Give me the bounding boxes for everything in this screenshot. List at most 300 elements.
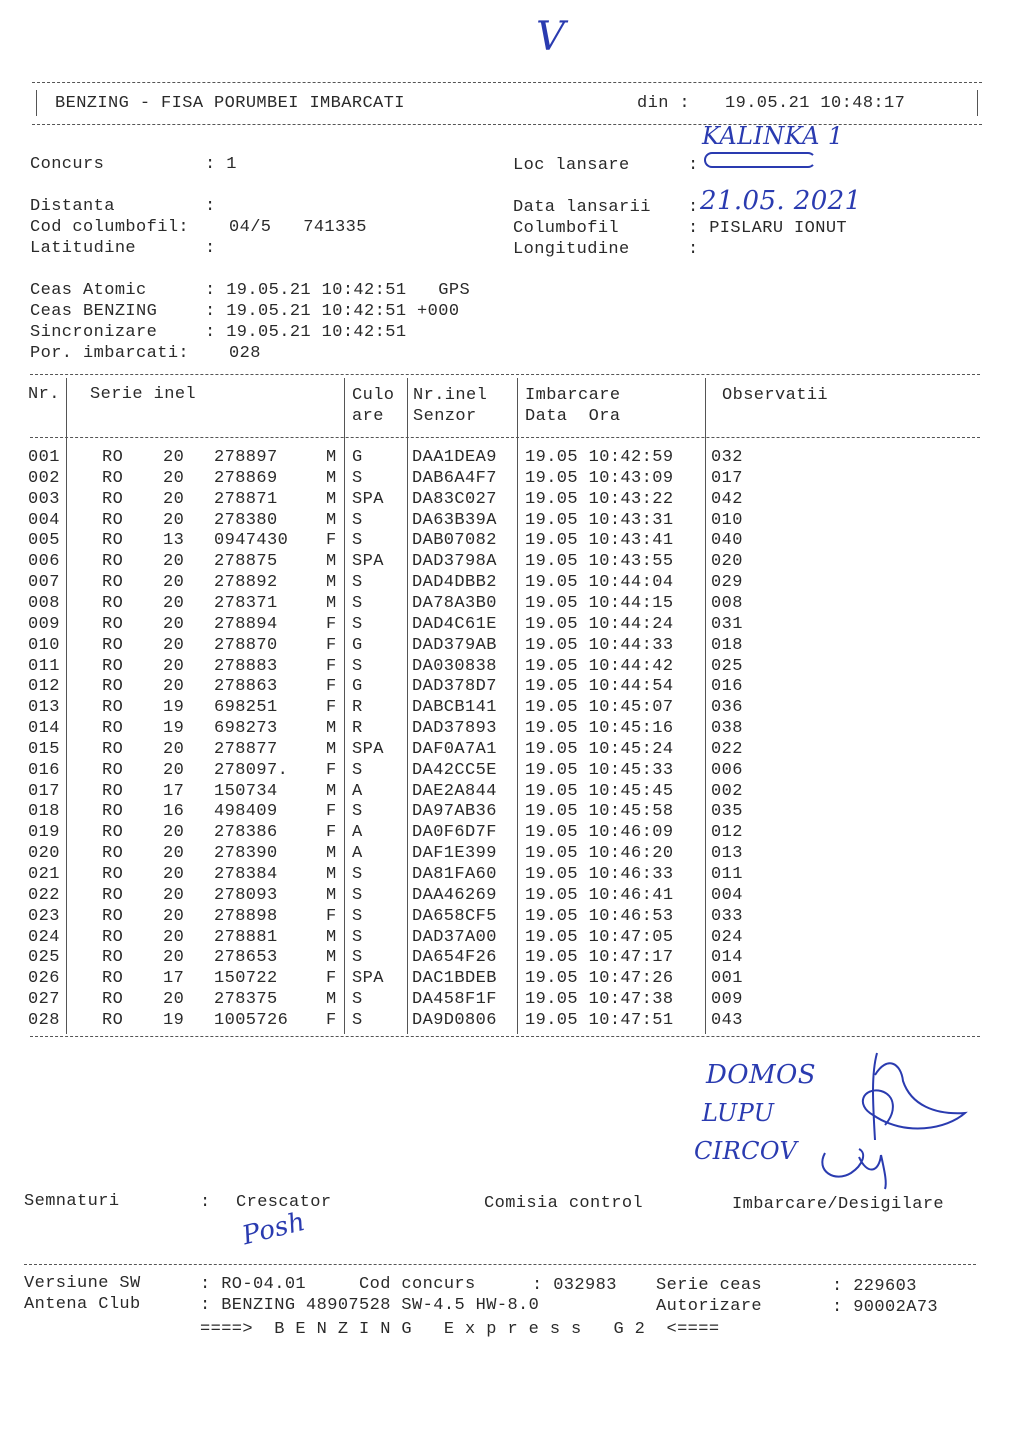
table-header-top-rule xyxy=(30,374,980,375)
ring-number: 278863 xyxy=(214,677,278,697)
sex: F xyxy=(326,802,337,822)
columbofil-value: : PISLARU IONUT xyxy=(688,219,848,238)
sex: M xyxy=(326,448,337,467)
ring-number: 278875 xyxy=(214,552,278,572)
cod-columbofil-value: 04/5 741335 xyxy=(229,218,367,237)
observation: 012 xyxy=(711,823,743,843)
ring-year: 20 xyxy=(163,844,185,864)
ring-number: 278870 xyxy=(214,635,278,655)
ring-number: 278653 xyxy=(214,948,278,968)
sensor-ring: DAD379AB xyxy=(412,635,497,655)
ring-number: 278869 xyxy=(214,468,278,488)
observation: 031 xyxy=(711,614,743,634)
observation: 006 xyxy=(711,760,743,780)
sex: M xyxy=(326,489,337,509)
observation: 024 xyxy=(711,927,743,947)
observation: 040 xyxy=(711,531,743,551)
row-number: 003 xyxy=(28,489,60,509)
document-title: BENZING - FISA PORUMBEI IMBARCATI xyxy=(55,94,405,113)
cod-concurs-label: Cod concurs xyxy=(359,1275,476,1294)
table-row xyxy=(0,552,1024,573)
embark-datetime: 19.05 10:47:17 xyxy=(525,948,674,968)
ring-number: 498409 xyxy=(214,802,278,822)
sensor-ring: DAD37A00 xyxy=(412,927,497,947)
row-number: 006 xyxy=(28,552,60,572)
crescator-handwritten-signature: Posh xyxy=(239,1206,309,1252)
row-number: 016 xyxy=(28,760,60,780)
ring-number: 278386 xyxy=(214,823,278,843)
ring-year: 20 xyxy=(163,739,185,759)
table-row xyxy=(0,865,1024,886)
sensor-ring: DAC1BDEB xyxy=(412,969,497,989)
sex: M xyxy=(326,510,337,530)
ring-year: 20 xyxy=(163,510,185,530)
signature-scribble-icon xyxy=(815,1045,985,1190)
table-row xyxy=(0,948,1024,969)
col-header-culoare-1: Culo xyxy=(352,386,395,405)
sensor-ring: DA658CF5 xyxy=(412,906,497,926)
ring-country: RO xyxy=(102,573,124,593)
color: S xyxy=(352,656,363,676)
sensor-ring: DAD3798A xyxy=(412,552,497,572)
table-row xyxy=(0,698,1024,719)
concurs-value: : 1 xyxy=(205,155,237,174)
embark-datetime: 19.05 10:47:26 xyxy=(525,969,674,989)
observation: 043 xyxy=(711,1010,743,1030)
ring-number: 278097. xyxy=(214,760,289,780)
sensor-ring: DA0F6D7F xyxy=(412,823,497,843)
ring-number: 278871 xyxy=(214,489,278,509)
color: A xyxy=(352,844,363,864)
col-header-nr-inel-1: Nr.inel xyxy=(413,386,488,405)
sex: F xyxy=(326,1010,337,1030)
color: G xyxy=(352,635,363,655)
ring-year: 19 xyxy=(163,698,185,718)
row-number: 017 xyxy=(28,781,60,801)
ring-country: RO xyxy=(102,739,124,759)
observation: 002 xyxy=(711,781,743,801)
ring-country: RO xyxy=(102,531,124,551)
color: S xyxy=(352,468,363,488)
table-row xyxy=(0,448,1024,469)
sensor-ring: DA63B39A xyxy=(412,510,497,530)
cod-columbofil-label: Cod columbofil: xyxy=(30,218,190,237)
loc-lansare-scribble xyxy=(704,152,816,168)
ring-country: RO xyxy=(102,656,124,676)
sex: F xyxy=(326,823,337,843)
antena-club-value: : BENZING 48907528 SW-4.5 HW-8.0 xyxy=(200,1296,540,1315)
observation: 018 xyxy=(711,635,743,655)
ring-country: RO xyxy=(102,448,124,467)
row-number: 014 xyxy=(28,719,60,739)
crescator-label: Crescator xyxy=(236,1193,332,1212)
ring-year: 19 xyxy=(163,1010,185,1030)
sex: M xyxy=(326,885,337,905)
color: S xyxy=(352,927,363,947)
distanta-value: : xyxy=(205,197,216,216)
sensor-ring: DA81FA60 xyxy=(412,865,497,884)
header-right-border xyxy=(977,90,978,116)
sensor-ring: DABCB141 xyxy=(412,698,497,718)
embark-datetime: 19.05 10:43:09 xyxy=(525,468,674,488)
ring-number: 278894 xyxy=(214,614,278,634)
sensor-ring: DAD4C61E xyxy=(412,614,497,634)
ring-year: 20 xyxy=(163,593,185,613)
observation: 029 xyxy=(711,573,743,593)
sex: F xyxy=(326,969,337,989)
ring-country: RO xyxy=(102,906,124,926)
embark-datetime: 19.05 10:43:22 xyxy=(525,489,674,509)
ring-year: 20 xyxy=(163,927,185,947)
observation: 022 xyxy=(711,739,743,759)
table-row xyxy=(0,990,1024,1011)
sex: M xyxy=(326,593,337,613)
benzing-express-banner: ====> B E N Z I N G E x p r e s s G 2 <==== xyxy=(200,1320,720,1339)
row-number: 012 xyxy=(28,677,60,697)
row-number: 015 xyxy=(28,739,60,759)
sex: F xyxy=(326,906,337,926)
cod-concurs-value: : 032983 xyxy=(532,1276,617,1295)
sex: M xyxy=(326,573,337,593)
color: S xyxy=(352,906,363,926)
ring-year: 20 xyxy=(163,677,185,697)
header-date-value: 19.05.21 10:48:17 xyxy=(725,94,906,113)
ring-year: 17 xyxy=(163,781,185,801)
ring-year: 20 xyxy=(163,823,185,843)
color: S xyxy=(352,865,363,884)
col-header-imbarcare-1: Imbarcare xyxy=(525,386,621,405)
sex: M xyxy=(326,990,337,1010)
ring-year: 17 xyxy=(163,969,185,989)
table-row xyxy=(0,636,1024,657)
embark-datetime: 19.05 10:45:16 xyxy=(525,719,674,739)
color: S xyxy=(352,573,363,593)
row-number: 010 xyxy=(28,635,60,655)
handwritten-name-3: CIRCOV xyxy=(694,1137,798,1165)
color: A xyxy=(352,823,363,843)
ring-country: RO xyxy=(102,781,124,801)
ceas-benzing-label: Ceas BENZING xyxy=(30,302,158,321)
por-imbarcati-value: 028 xyxy=(229,344,261,363)
versiune-sw-label: Versiune SW xyxy=(24,1274,141,1293)
sincronizare-value: : 19.05.21 10:42:51 xyxy=(205,323,407,342)
ring-country: RO xyxy=(102,927,124,947)
sensor-ring: DAB07082 xyxy=(412,531,497,551)
latitudine-value: : xyxy=(205,239,216,258)
ring-number: 278897 xyxy=(214,448,278,467)
row-number: 019 xyxy=(28,823,60,843)
table-row xyxy=(0,490,1024,511)
row-number: 023 xyxy=(28,906,60,926)
ring-number: 278881 xyxy=(214,927,278,947)
ring-country: RO xyxy=(102,885,124,905)
ring-number: 278892 xyxy=(214,573,278,593)
handwritten-name-2: LUPU xyxy=(702,1099,775,1127)
color: SPA xyxy=(352,969,384,989)
ring-year: 16 xyxy=(163,802,185,822)
table-row xyxy=(0,844,1024,865)
ring-country: RO xyxy=(102,635,124,655)
sex: F xyxy=(326,760,337,780)
sensor-ring: DAD37893 xyxy=(412,719,497,739)
table-row xyxy=(0,823,1024,844)
table-row xyxy=(0,657,1024,678)
ring-country: RO xyxy=(102,948,124,968)
table-row xyxy=(0,594,1024,615)
ring-number: 278384 xyxy=(214,865,278,884)
sex: M xyxy=(326,468,337,488)
color: SPA xyxy=(352,739,384,759)
row-number: 011 xyxy=(28,656,60,676)
imbarcare-desigilare-label: Imbarcare/Desigilare xyxy=(732,1195,945,1214)
embark-datetime: 19.05 10:44:04 xyxy=(525,573,674,593)
embark-datetime: 19.05 10:46:20 xyxy=(525,844,674,864)
ring-country: RO xyxy=(102,865,124,884)
ring-country: RO xyxy=(102,489,124,509)
sensor-ring: DAD4DBB2 xyxy=(412,573,497,593)
embark-datetime: 19.05 10:42:59 xyxy=(525,448,674,467)
observation: 042 xyxy=(711,489,743,509)
semnaturi-sep: : xyxy=(200,1193,211,1212)
sex: M xyxy=(326,844,337,864)
embark-datetime: 19.05 10:45:45 xyxy=(525,781,674,801)
ring-country: RO xyxy=(102,823,124,843)
table-row xyxy=(0,928,1024,949)
color: G xyxy=(352,448,363,467)
ring-country: RO xyxy=(102,844,124,864)
embark-datetime: 19.05 10:46:41 xyxy=(525,885,674,905)
ring-number: 278093 xyxy=(214,885,278,905)
sensor-ring: DA9D0806 xyxy=(412,1010,497,1030)
row-number: 002 xyxy=(28,468,60,488)
comisia-control-label: Comisia control xyxy=(484,1194,644,1213)
ring-year: 20 xyxy=(163,948,185,968)
row-number: 009 xyxy=(28,614,60,634)
ring-year: 20 xyxy=(163,448,185,467)
table-row xyxy=(0,969,1024,990)
color: S xyxy=(352,948,363,968)
col-header-culoare-2: are xyxy=(352,407,384,426)
table-row xyxy=(0,615,1024,636)
loc-lansare-label: Loc lansare xyxy=(513,156,630,175)
table-row xyxy=(0,719,1024,740)
row-number: 020 xyxy=(28,844,60,864)
table-row xyxy=(0,573,1024,594)
data-lansarii-handwritten: 21.05. 2021 xyxy=(700,186,862,216)
handwritten-check-mark: V xyxy=(536,14,566,60)
embark-datetime: 19.05 10:47:38 xyxy=(525,990,674,1010)
embark-datetime: 19.05 10:44:24 xyxy=(525,614,674,634)
header-left-border xyxy=(36,90,37,116)
ring-country: RO xyxy=(102,614,124,634)
observation: 013 xyxy=(711,844,743,864)
sensor-ring: DA458F1F xyxy=(412,990,497,1010)
sensor-ring: DA030838 xyxy=(412,656,497,676)
embark-datetime: 19.05 10:44:54 xyxy=(525,677,674,697)
sex: M xyxy=(326,865,337,884)
color: S xyxy=(352,614,363,634)
ring-country: RO xyxy=(102,969,124,989)
embark-datetime: 19.05 10:45:24 xyxy=(525,739,674,759)
data-lansarii-label: Data lansarii xyxy=(513,198,651,217)
ring-country: RO xyxy=(102,990,124,1010)
ring-number: 1005726 xyxy=(214,1010,289,1030)
serie-ceas-label: Serie ceas xyxy=(656,1276,763,1295)
ceas-atomic-label: Ceas Atomic xyxy=(30,281,147,300)
color: S xyxy=(352,760,363,780)
ring-year: 20 xyxy=(163,635,185,655)
sensor-ring: DAF0A7A1 xyxy=(412,739,497,759)
ring-number: 278877 xyxy=(214,739,278,759)
ring-country: RO xyxy=(102,719,124,739)
color: S xyxy=(352,593,363,613)
semnaturi-label: Semnaturi xyxy=(24,1192,120,1211)
ring-year: 20 xyxy=(163,573,185,593)
handwritten-name-1: DOMOS xyxy=(706,1060,816,1090)
color: S xyxy=(352,510,363,530)
sensor-ring: DA97AB36 xyxy=(412,802,497,822)
row-number: 028 xyxy=(28,1010,60,1030)
col-header-imbarcare-2: Data Ora xyxy=(525,407,621,426)
concurs-label: Concurs xyxy=(30,155,105,174)
sensor-ring: DAA1DEA9 xyxy=(412,448,497,467)
embark-datetime: 19.05 10:44:15 xyxy=(525,593,674,613)
longitudine-label: Longitudine xyxy=(513,240,630,259)
autorizare-value: : 90002A73 xyxy=(832,1298,939,1317)
ring-number: 698251 xyxy=(214,698,278,718)
table-row xyxy=(0,511,1024,532)
ring-country: RO xyxy=(102,677,124,697)
row-number: 027 xyxy=(28,990,60,1010)
observation: 033 xyxy=(711,906,743,926)
ring-year: 13 xyxy=(163,531,185,551)
embark-datetime: 19.05 10:44:33 xyxy=(525,635,674,655)
ring-number: 278883 xyxy=(214,656,278,676)
row-number: 007 xyxy=(28,573,60,593)
header-date-label: din : xyxy=(637,94,691,113)
ring-number: 150722 xyxy=(214,969,278,989)
serie-ceas-value: : 229603 xyxy=(832,1277,917,1296)
observation: 032 xyxy=(711,448,743,467)
observation: 036 xyxy=(711,698,743,718)
longitudine-value: : xyxy=(688,240,699,259)
embark-datetime: 19.05 10:47:05 xyxy=(525,927,674,947)
sensor-ring: DA42CC5E xyxy=(412,760,497,780)
sex: F xyxy=(326,698,337,718)
ring-number: 278898 xyxy=(214,906,278,926)
ring-number: 0947430 xyxy=(214,531,289,551)
embark-datetime: 19.05 10:44:42 xyxy=(525,656,674,676)
color: S xyxy=(352,885,363,905)
embark-datetime: 19.05 10:46:53 xyxy=(525,906,674,926)
ring-year: 20 xyxy=(163,865,185,884)
table-header-bottom-rule xyxy=(30,437,980,438)
row-number: 013 xyxy=(28,698,60,718)
sex: M xyxy=(326,552,337,572)
ceas-atomic-value: : 19.05.21 10:42:51 GPS xyxy=(205,281,471,300)
color: S xyxy=(352,802,363,822)
ring-number: 278371 xyxy=(214,593,278,613)
table-row xyxy=(0,802,1024,823)
ring-year: 20 xyxy=(163,552,185,572)
row-number: 008 xyxy=(28,593,60,613)
color: S xyxy=(352,990,363,1010)
row-number: 005 xyxy=(28,531,60,551)
observation: 001 xyxy=(711,969,743,989)
col-header-nr: Nr. xyxy=(28,385,60,404)
sensor-ring: DAF1E399 xyxy=(412,844,497,864)
color: G xyxy=(352,677,363,697)
table-row xyxy=(0,677,1024,698)
embark-datetime: 19.05 10:47:51 xyxy=(525,1010,674,1030)
observation: 004 xyxy=(711,885,743,905)
ring-number: 278380 xyxy=(214,510,278,530)
sex: F xyxy=(326,531,337,551)
ring-year: 20 xyxy=(163,906,185,926)
color: R xyxy=(352,698,363,718)
row-number: 018 xyxy=(28,802,60,822)
ring-number: 698273 xyxy=(214,719,278,739)
color: S xyxy=(352,531,363,551)
table-row xyxy=(0,469,1024,490)
embark-datetime: 19.05 10:45:58 xyxy=(525,802,674,822)
footer-top-rule xyxy=(24,1264,976,1265)
embark-datetime: 19.05 10:43:55 xyxy=(525,552,674,572)
sensor-ring: DA83C027 xyxy=(412,489,497,509)
embark-datetime: 19.05 10:46:09 xyxy=(525,823,674,843)
ring-country: RO xyxy=(102,468,124,488)
observation: 011 xyxy=(711,865,743,884)
autorizare-label: Autorizare xyxy=(656,1297,763,1316)
row-number: 001 xyxy=(28,448,60,467)
ring-country: RO xyxy=(102,510,124,530)
observation: 010 xyxy=(711,510,743,530)
col-header-observatii: Observatii xyxy=(722,386,829,405)
observation: 017 xyxy=(711,468,743,488)
sensor-ring: DAB6A4F7 xyxy=(412,468,497,488)
ring-year: 19 xyxy=(163,719,185,739)
sex: M xyxy=(326,927,337,947)
observation: 025 xyxy=(711,656,743,676)
observation: 038 xyxy=(711,719,743,739)
row-number: 026 xyxy=(28,969,60,989)
sex: M xyxy=(326,739,337,759)
color: R xyxy=(352,719,363,739)
table-row xyxy=(0,886,1024,907)
sex: F xyxy=(326,635,337,655)
observation: 020 xyxy=(711,552,743,572)
sensor-ring: DA654F26 xyxy=(412,948,497,968)
por-imbarcati-label: Por. imbarcati: xyxy=(30,344,190,363)
sex: M xyxy=(326,781,337,801)
table-body xyxy=(0,448,1024,1033)
ceas-benzing-value: : 19.05.21 10:42:51 +000 xyxy=(205,302,460,321)
ring-year: 20 xyxy=(163,614,185,634)
row-number: 004 xyxy=(28,510,60,530)
table-row xyxy=(0,1011,1024,1032)
ring-year: 20 xyxy=(163,489,185,509)
ring-year: 20 xyxy=(163,656,185,676)
loc-lansare-sep: : xyxy=(688,156,699,175)
sex: M xyxy=(326,719,337,739)
columbofil-label: Columbofil xyxy=(513,219,620,238)
loc-lansare-handwritten: KALINKA 1 xyxy=(702,122,844,150)
ring-year: 20 xyxy=(163,468,185,488)
sensor-ring: DA78A3B0 xyxy=(412,593,497,613)
sex: F xyxy=(326,656,337,676)
embark-datetime: 19.05 10:43:41 xyxy=(525,531,674,551)
latitudine-label: Latitudine xyxy=(30,239,137,258)
